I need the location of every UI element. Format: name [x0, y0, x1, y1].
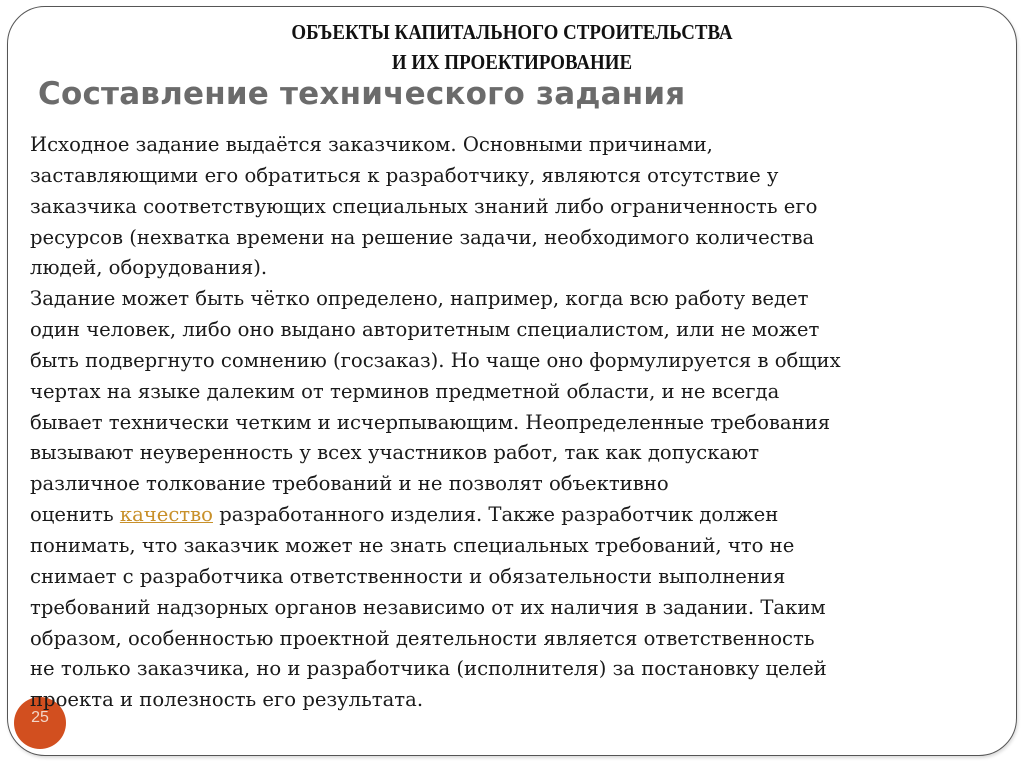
text-line: различное толкование требований и не позволят объективно [30, 472, 669, 496]
text-line: заказчика соответствующих специальных знаний либо ограниченность его [30, 194, 818, 218]
slide-header-line-1: ОБЪЕКТЫ КАПИТАЛЬНОГО СТРОИТЕЛЬСТВА [291, 20, 733, 44]
text-line: не только заказчика, но и разработчика (исполнителя) за постановку целей [30, 657, 827, 681]
text-line: чертах на языке далеким от терминов предметной области, и не всегда [30, 379, 780, 403]
text-line: проекта и полезность его результата. [30, 688, 424, 712]
text-line: снимает с разработчика ответственности и обязательности выполнения [30, 564, 786, 588]
text-line-with-link [30, 500, 1010, 531]
text-line: вызывают неуверенность у всех участников работ, так как допускают [30, 441, 760, 465]
text-line: бывает технически четким и исчерпывающим. Неопределенные требования [30, 410, 831, 434]
text-line: образом, особенностью проектной деятельности является ответственность [30, 626, 815, 650]
text-line: один человек, либо оно выдано авторитетным специалистом, или не может [30, 318, 820, 342]
text-segment: разработанного изделия. Также разработчик должен [212, 503, 779, 527]
text-line: требований надзорных органов независимо от их наличия в задании. Таким [30, 595, 826, 619]
text-line: заставляющими его обратиться к разработчику, являются отсутствие у [30, 163, 779, 187]
text-line: быть подвергнуто сомнению (госзаказ). Но чаще оно формулируется в общих [30, 348, 841, 372]
text-line: понимать, что заказчик может не знать специальных требований, что не [30, 533, 795, 557]
slide-body-text [30, 130, 1010, 716]
slide-header-line-2: И ИХ ПРОЕКТИРОВАНИЕ [391, 50, 633, 74]
quality-link[interactable]: качество [119, 503, 213, 527]
slide-title: Составление технического задания [38, 76, 686, 112]
text-line: Задание может быть чётко определено, например, когда всю работу ведет [30, 287, 809, 311]
page-number-badge: 25 [14, 697, 66, 749]
text-segment: оценить [30, 503, 120, 527]
text-line: ресурсов (нехватка времени на решение задачи, необходимого количества [30, 225, 815, 249]
text-line: людей, оборудования). [30, 256, 268, 280]
text-line: Исходное задание выдаётся заказчиком. Основными причинами, [30, 133, 713, 156]
